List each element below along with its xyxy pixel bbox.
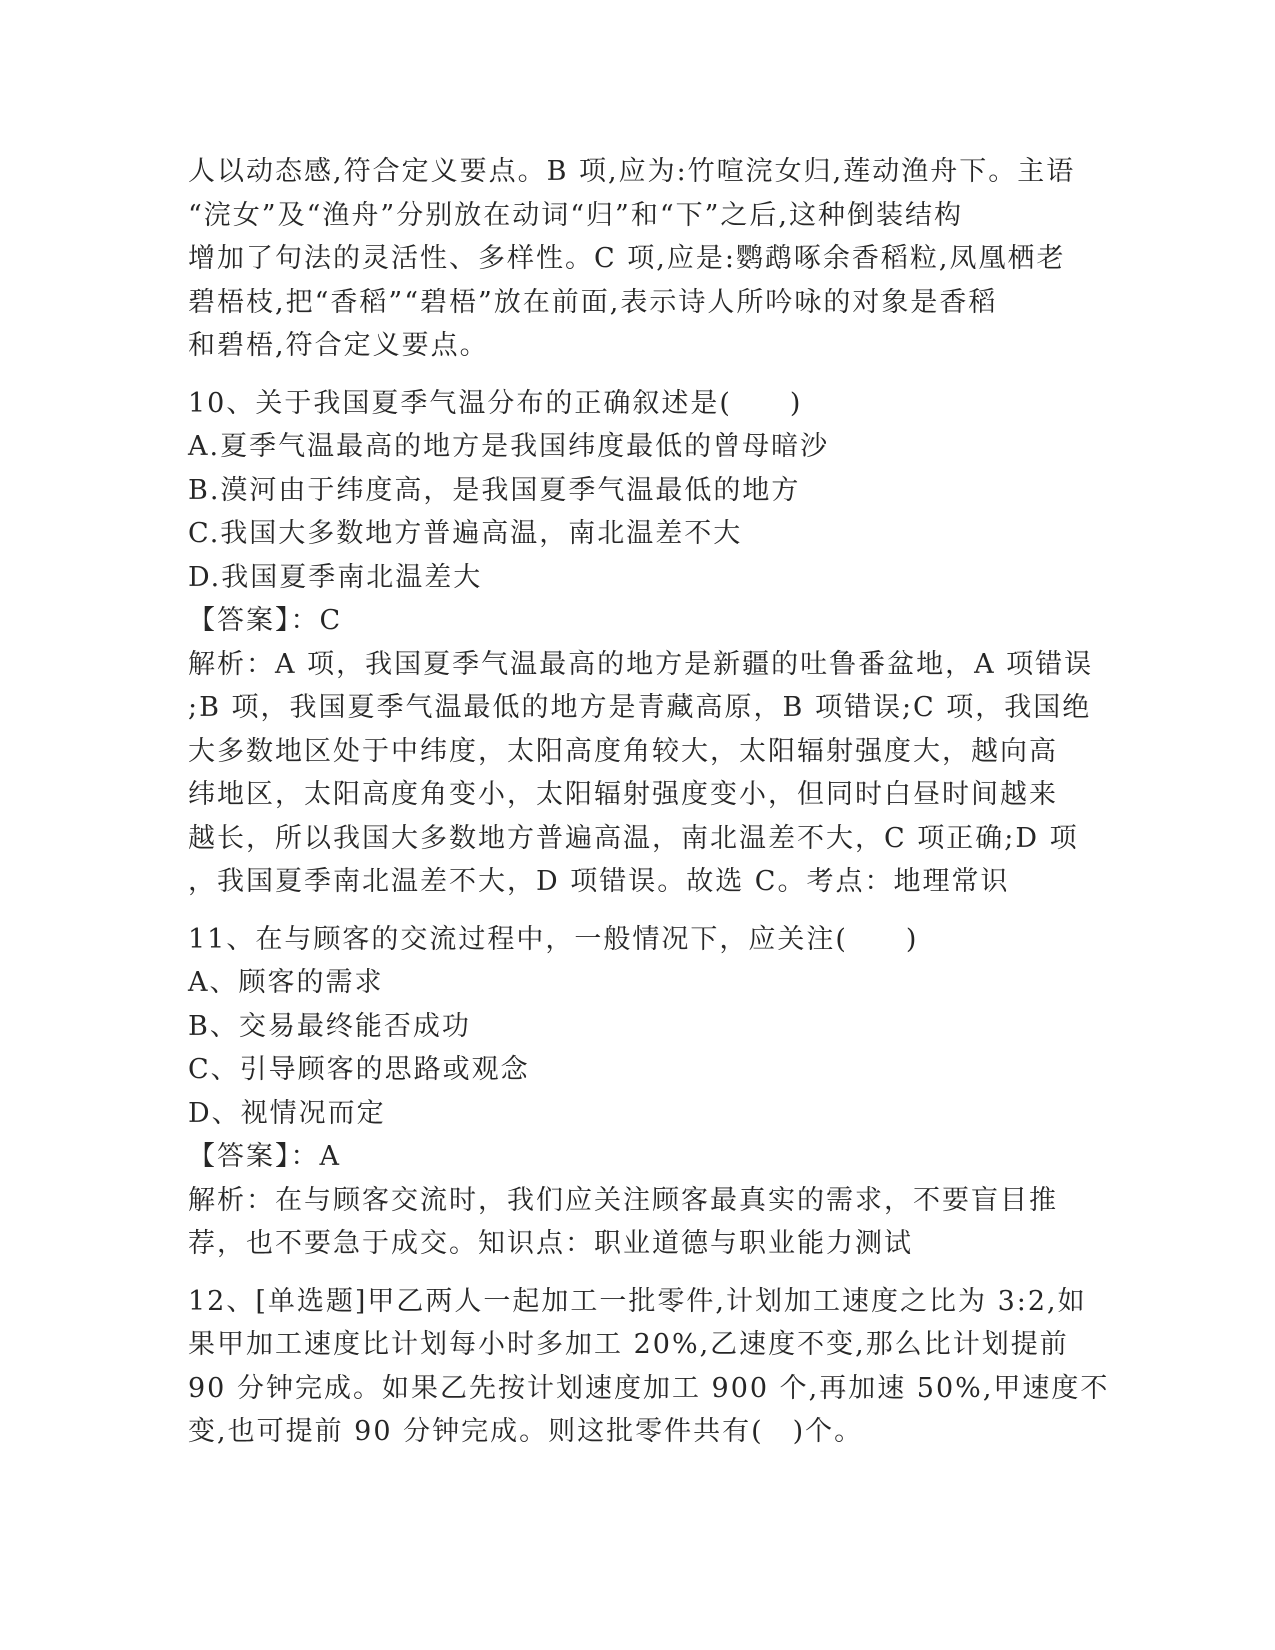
- option-b: B、交易最终能否成功: [188, 1010, 471, 1042]
- explanation-line: 纬地区，太阳高度角变小，太阳辐射强度变小，但同时白昼时间越来: [188, 779, 1058, 810]
- explanation-line: 增加了句法的灵活性、多样性。C 项,应是:鹦鹉啄余香稻粒,凤凰栖老: [188, 243, 1066, 274]
- page-content: [188, 150, 1110, 1454]
- explanation-line: 和碧梧,符合定义要点。: [188, 330, 489, 361]
- option-a: A、顾客的需求: [188, 967, 384, 998]
- question-stem-line: 12、[单选题]甲乙两人一起加工一批零件,计划加工速度之比为 3:2,如: [188, 1285, 1087, 1317]
- question-stem: 11、在与顾客的交流过程中，一般情况下，应关注( ): [188, 923, 919, 955]
- option-d: D、视情况而定: [188, 1097, 386, 1129]
- explanation-line: 大多数地区处于中纬度，太阳高度角较大，太阳辐射强度大，越向高: [188, 735, 1058, 767]
- answer: 【答案】：C: [188, 605, 343, 636]
- answer: 【答案】：A: [188, 1141, 341, 1172]
- spacer: [188, 1266, 1068, 1280]
- spacer: [188, 368, 1068, 382]
- explanation-line: 越长，所以我国大多数地方普遍高温，南北温差不大，C 项正确;D 项: [188, 822, 1079, 854]
- explanation-line: 人以动态感,符合定义要点。B 项,应为:竹喧浣女归,莲动渔舟下。主语: [188, 156, 1076, 187]
- option-a: A.夏季气温最高的地方是我国纬度最低的曾母暗沙: [188, 431, 830, 462]
- explanation-line: 解析：在与顾客交流时，我们应关注顾客最真实的需求，不要盲目推: [188, 1184, 1058, 1216]
- question-stem-line: 变,也可提前 90 分钟完成。则这批零件共有( )个。: [188, 1416, 864, 1447]
- question-10: [188, 382, 1094, 904]
- question-stem: 10、关于我国夏季气温分布的正确叙述是( ): [188, 387, 803, 419]
- explanation-line: 碧梧枝,把“香稻”“碧梧”放在前面,表示诗人所吟咏的对象是香稻: [188, 286, 998, 318]
- question-11: [188, 918, 1068, 1266]
- option-c: C.我国大多数地方普遍高温，南北温差不大: [188, 518, 743, 549]
- explanation-line: “浣女”及“渔舟”分别放在动词“归”和“下”之后,这种倒装结构: [188, 199, 964, 231]
- explanation-line: ，我国夏季南北温差不大，D 项错误。故选 C。考点：地理常识: [188, 866, 1010, 897]
- explanation-line: ;B 项，我国夏季气温最低的地方是青藏高原，B 项错误;C 项，我国绝: [188, 692, 1092, 723]
- question-stem-line: 果甲加工速度比计划每小时多加工 20%,乙速度不变,那么比计划提前: [188, 1329, 1069, 1360]
- spacer: [188, 904, 1068, 918]
- explanation-line: 解析：A 项，我国夏季气温最高的地方是新疆的吐鲁番盆地，A 项错误: [188, 648, 1094, 680]
- option-d: D.我国夏季南北温差大: [188, 561, 483, 593]
- option-b: B.漠河由于纬度高，是我国夏季气温最低的地方: [188, 474, 801, 506]
- option-c: C、引导顾客的思路或观念: [188, 1054, 530, 1085]
- previous-explanation: [188, 150, 1076, 368]
- question-12: [188, 1280, 1110, 1454]
- explanation-line: 荐，也不要急于成交。知识点：职业道德与职业能力测试: [188, 1228, 913, 1259]
- question-stem-line: 90 分钟完成。如果乙先按计划速度加工 900 个,再加速 50%,甲速度不: [188, 1372, 1110, 1404]
